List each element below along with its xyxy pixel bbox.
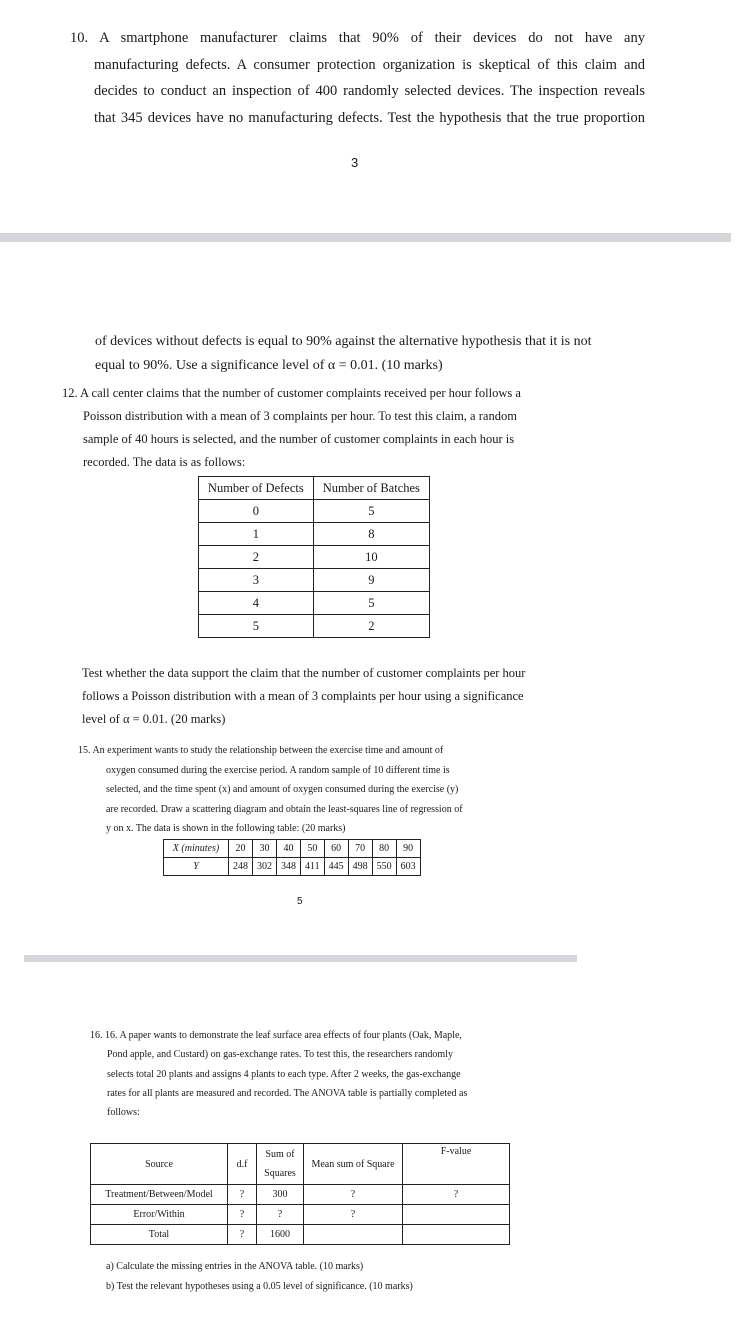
- table-cell: 0: [199, 500, 314, 523]
- table-cell: Total: [91, 1225, 228, 1245]
- table-cell: 20: [229, 840, 253, 858]
- q16-line: Pond apple, and Custard) on gas-exchange rates. To test this, the researchers randomly: [107, 1049, 453, 1061]
- q16-line: selects total 20 plants and assigns 4 plants to each type. After 2 weeks, the gas-exchange: [107, 1068, 461, 1080]
- q12-line: sample of 40 hours is selected, and the number of customer complaints in each hour is: [83, 432, 515, 446]
- table-cell: 80: [372, 840, 396, 858]
- question-12: [62, 382, 572, 474]
- table-cell: 550: [372, 858, 396, 876]
- question-16: [90, 1026, 515, 1122]
- q10-line: that 345 devices have no manufacturing defects. Test the hypothesis that the true proportion: [94, 109, 645, 126]
- q12-line: Poisson distribution with a mean of 3 complaints per hour. To test this claim, a random: [83, 409, 517, 423]
- q16-line: follows:: [107, 1107, 140, 1119]
- table-header: Source: [91, 1144, 228, 1185]
- table-label-y: Y: [164, 858, 229, 876]
- table-row: [91, 1205, 510, 1225]
- table-header-row: [199, 477, 430, 500]
- table-cell: 445: [324, 858, 348, 876]
- q15-line: 15. An experiment wants to study the relationship between the exercise time and amount of: [78, 745, 444, 756]
- q10-line: decides to conduct an inspection of 400 randomly selected devices. The inspection reveals: [94, 83, 645, 99]
- table-row-y: [164, 858, 421, 876]
- table-cell: 603: [396, 858, 420, 876]
- table-cell: 50: [301, 840, 325, 858]
- table-cell: 411: [301, 858, 325, 876]
- question-10-continuation: [95, 330, 645, 378]
- table-cell: ?: [403, 1185, 510, 1205]
- question-15: [78, 741, 516, 839]
- table-row: [199, 592, 430, 615]
- page-number: 3: [351, 155, 359, 170]
- table-cell: 3: [199, 569, 314, 592]
- table-cell: 1600: [257, 1225, 304, 1245]
- q15-line: oxygen consumed during the exercise period. A random sample of 10 different time is: [106, 764, 450, 776]
- table-header: F-value: [403, 1144, 510, 1185]
- table-cell: 70: [348, 840, 372, 858]
- question-10: [70, 25, 645, 131]
- q16-line: 16. 16. A paper wants to demonstrate the leaf surface area effects of four plants (Oak, Maple,: [90, 1030, 462, 1041]
- table-cell: ?: [257, 1205, 304, 1225]
- table-header: Mean sum of Square: [304, 1144, 403, 1185]
- q12-line: 12. A call center claims that the number of customer complaints received per hour follows a: [62, 386, 521, 400]
- table-row: [91, 1185, 510, 1205]
- table-header-row: [91, 1144, 510, 1185]
- page-separator: [0, 233, 731, 242]
- q16-line: rates for all plants are measured and recorded. The ANOVA table is partially completed as: [107, 1087, 468, 1099]
- table-cell: ?: [304, 1205, 403, 1225]
- sub-question-a: a) Calculate the missing entries in the ANOVA table. (10 marks): [106, 1261, 364, 1272]
- table-cell: 498: [348, 858, 372, 876]
- table-cell: 348: [277, 858, 301, 876]
- table-cell: [304, 1225, 403, 1245]
- table-cell: 30: [253, 840, 277, 858]
- table-cell: 300: [257, 1185, 304, 1205]
- table-cell: Error/Within: [91, 1205, 228, 1225]
- complaints-table: [198, 476, 430, 638]
- page-number: 5: [297, 896, 303, 907]
- page-separator: [24, 955, 577, 962]
- table-cell: 9: [313, 569, 429, 592]
- table-cell: Treatment/Between/Model: [91, 1185, 228, 1205]
- q12-line: recorded. The data is as follows:: [83, 455, 246, 469]
- anova-table: [90, 1143, 510, 1245]
- table-cell: 40: [277, 840, 301, 858]
- table-header: Number of Batches: [313, 477, 429, 500]
- table-header: Number of Defects: [199, 477, 314, 500]
- table-cell: 8: [313, 523, 429, 546]
- table-cell: [403, 1225, 510, 1245]
- table-cell: 90: [396, 840, 420, 858]
- table-cell: ?: [228, 1205, 257, 1225]
- q12-after-line: Test whether the data support the claim that the number of customer complaints per hour: [82, 666, 526, 680]
- table-row: [91, 1225, 510, 1245]
- table-row: [199, 523, 430, 546]
- table-cell: ?: [228, 1225, 257, 1245]
- table-cell: 2: [199, 546, 314, 569]
- table-row-x: [164, 840, 421, 858]
- table-cell: 5: [313, 592, 429, 615]
- sub-question-b: b) Test the relevant hypotheses using a 0.05 level of significance. (10 marks): [106, 1281, 413, 1292]
- q10-line: 10. A smartphone manufacturer claims that 90% of their devices do not have any: [70, 30, 645, 46]
- table-cell: 10: [313, 546, 429, 569]
- table-cell: ?: [304, 1185, 403, 1205]
- table-row: [199, 615, 430, 638]
- table-header: Sum of Squares: [257, 1144, 304, 1185]
- q12-after-line: follows a Poisson distribution with a mean of 3 complaints per hour using a significance: [82, 689, 524, 703]
- q10-line: manufacturing defects. A consumer protection organization is skeptical of this claim and: [94, 56, 645, 73]
- table-cell: 5: [313, 500, 429, 523]
- table-cell: 2: [313, 615, 429, 638]
- table-label-x: X (minutes): [164, 840, 229, 858]
- table-cell: 248: [229, 858, 253, 876]
- q10-cont-line: of devices without defects is equal to 90% against the alternative hypothesis that it is not: [95, 334, 592, 349]
- table-cell: [403, 1205, 510, 1225]
- exercise-oxygen-table: [163, 839, 421, 876]
- q15-line: y on x. The data is shown in the following table: (20 marks): [106, 823, 346, 834]
- q15-line: selected, and the time spent (x) and amount of oxygen consumed during the exercise (y): [106, 784, 459, 795]
- table-row: [199, 500, 430, 523]
- table-cell: ?: [228, 1185, 257, 1205]
- table-row: [199, 569, 430, 592]
- q10-cont-line: equal to 90%. Use a significance level of α = 0.01. (10 marks): [95, 358, 443, 373]
- question-12-instructions: [82, 662, 572, 731]
- table-header: d.f: [228, 1144, 257, 1185]
- q15-line: are recorded. Draw a scattering diagram and obtain the least-squares line of regression of: [106, 803, 463, 815]
- table-row: [199, 546, 430, 569]
- table-cell: 1: [199, 523, 314, 546]
- table-cell: 60: [324, 840, 348, 858]
- table-cell: 5: [199, 615, 314, 638]
- table-cell: 4: [199, 592, 314, 615]
- q12-after-line: level of α = 0.01. (20 marks): [82, 712, 226, 726]
- table-cell: 302: [253, 858, 277, 876]
